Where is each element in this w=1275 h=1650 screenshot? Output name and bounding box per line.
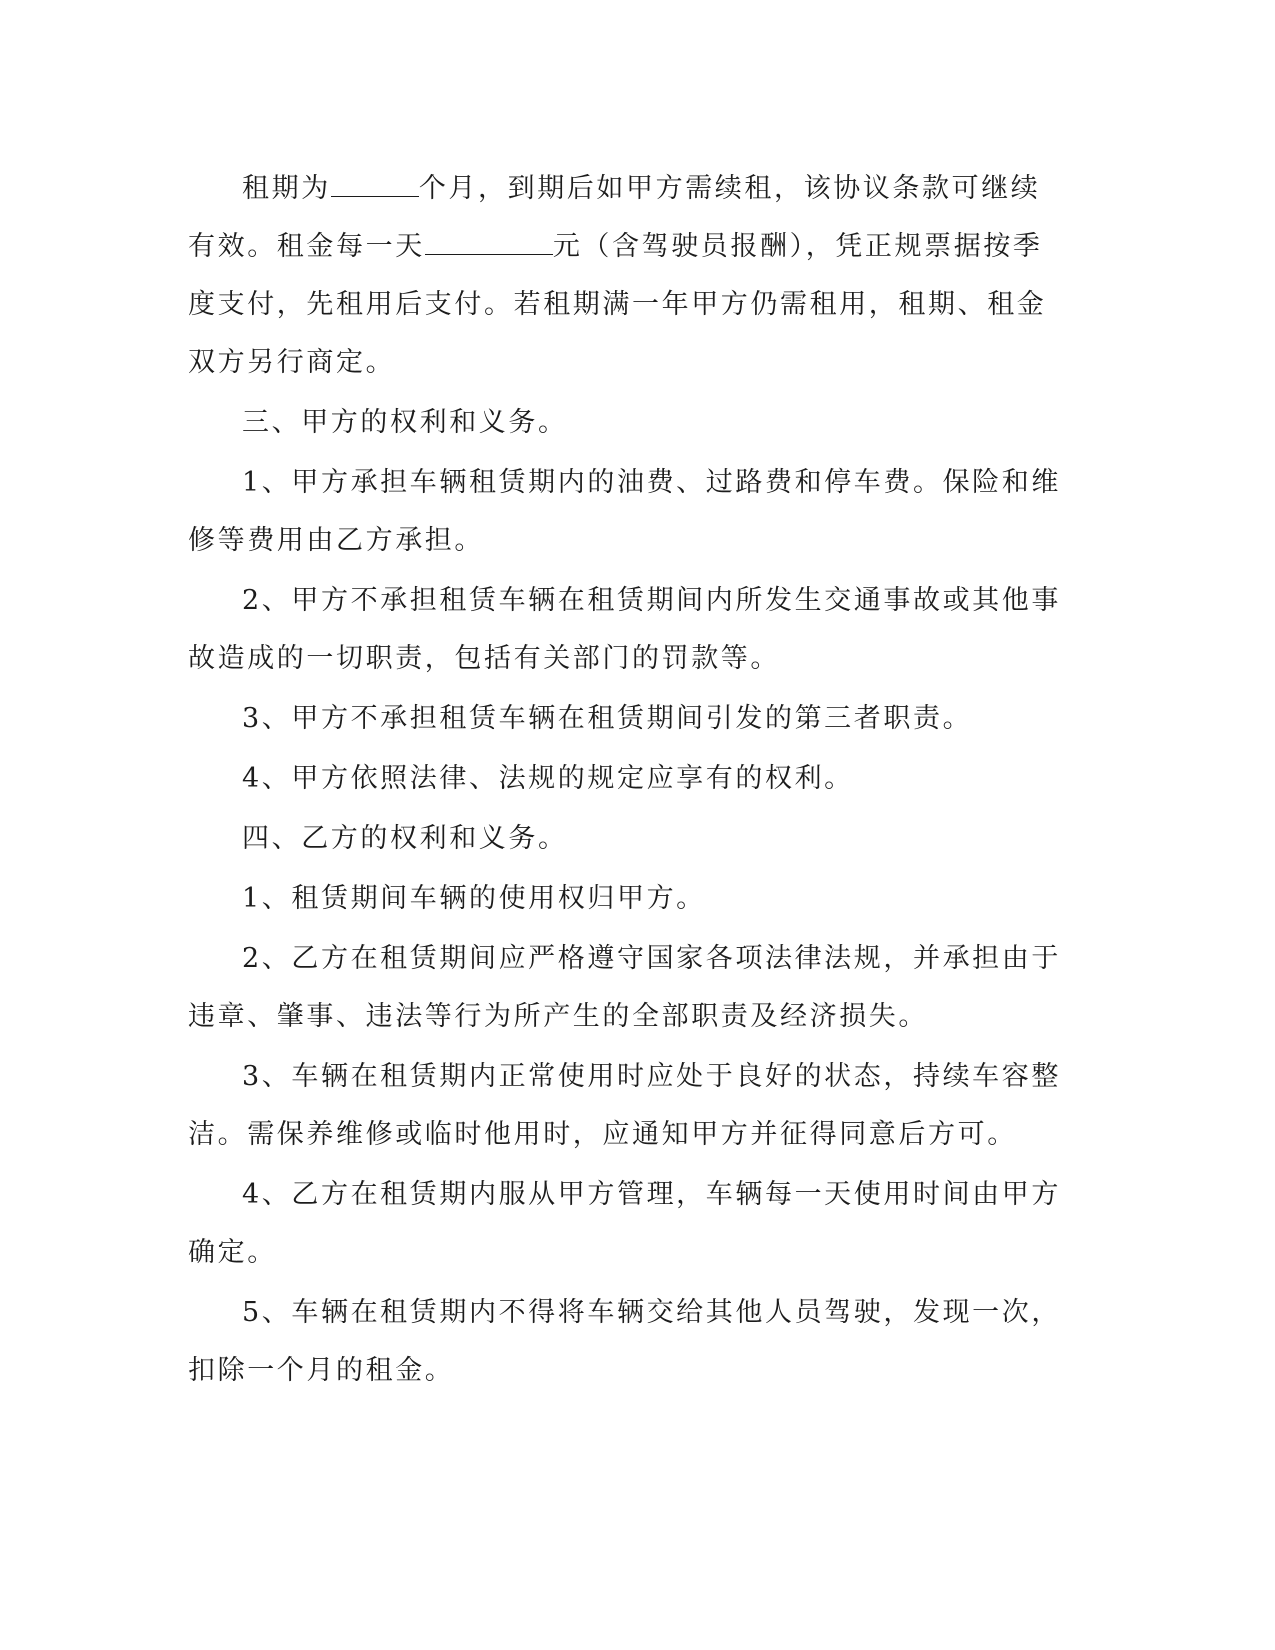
section-4-item-2: 2、乙方在租赁期间应严格遵守国家各项法律法规，并承担由于违章、肇事、违法等行为所产生的全部职责及经济损失。 bbox=[188, 943, 1061, 1032]
section-4-heading: 四、乙方的权利和义务。 bbox=[242, 823, 568, 854]
lease-term-paragraph bbox=[188, 160, 1068, 392]
document-body bbox=[188, 160, 1068, 1400]
section-3-item-2: 2、甲方不承担租赁车辆在租赁期间内所发生交通事故或其他事故造成的一切职责，包括有关部门的罚款等。 bbox=[188, 585, 1061, 674]
months-blank-field bbox=[331, 170, 419, 197]
daily-rent-blank-field bbox=[425, 228, 553, 255]
lease-term-text-a: 租期为 bbox=[242, 173, 331, 204]
section-3-heading: 三、甲方的权利和义务。 bbox=[242, 407, 568, 438]
section-3-item-4: 4、甲方依照法律、法规的规定应享有的权利。 bbox=[242, 763, 854, 794]
lease-term-text-b: 个月，到期后如甲方需续租，该协议条款可继续有效。租金每一天 bbox=[188, 173, 1041, 262]
section-4-item-4: 4、乙方在租赁期内服从甲方管理，车辆每一天使用时间由甲方确定。 bbox=[188, 1179, 1061, 1268]
section-4-item-3: 3、车辆在租赁期内正常使用时应处于良好的状态，持续车容整洁。需保养维修或临时他用时，应通知甲方并征得同意后方可。 bbox=[188, 1061, 1061, 1150]
section-3-item-3: 3、甲方不承担租赁车辆在租赁期间引发的第三者职责。 bbox=[242, 703, 973, 734]
section-4-item-5: 5、车辆在租赁期内不得将车辆交给其他人员驾驶，发现一次，扣除一个月的租金。 bbox=[188, 1297, 1061, 1386]
section-3-item-1: 1、甲方承担车辆租赁期内的油费、过路费和停车费。保险和维修等费用由乙方承担。 bbox=[188, 467, 1061, 556]
lease-term-text-c: 元（含驾驶员报酬），凭正规票据按季度支付，先租用后支付。若租期满一年甲方仍需租用，租期、租金双方另行商定。 bbox=[188, 231, 1047, 378]
section-4-item-1: 1、租赁期间车辆的使用权归甲方。 bbox=[242, 883, 706, 914]
